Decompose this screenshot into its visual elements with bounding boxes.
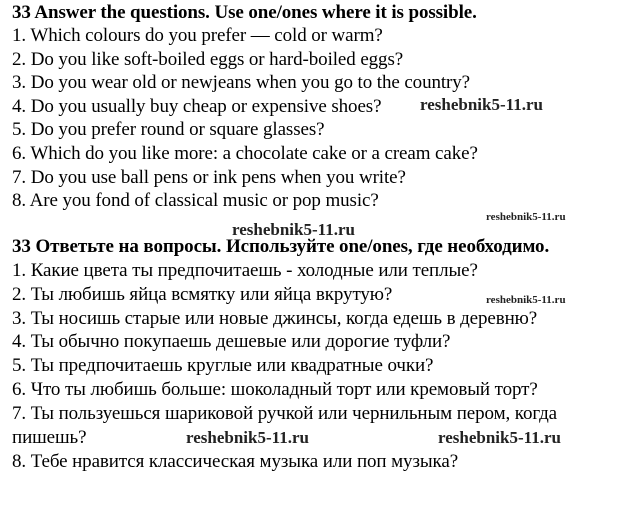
russian-heading: 33 Ответьте на вопросы. Используйте one/ones, где необходимо. xyxy=(12,236,550,257)
russian-question-1: 1. Какие цвета ты предпочитаешь - холодные или теплые? xyxy=(12,260,478,281)
russian-question-3: 3. Ты носишь старые или новые джинсы, когда едешь в деревню? xyxy=(12,308,538,329)
english-question-1: 1. Which colours do you prefer — cold or warm? xyxy=(12,25,383,46)
english-question-3: 3. Do you wear old or newjeans when you go to the country? xyxy=(12,72,471,93)
english-question-6: 6. Which do you like more: a chocolate cake or a cream cake? xyxy=(12,143,478,164)
english-question-8: 8. Are you fond of classical music or pop music? xyxy=(12,190,379,211)
watermark: reshebnik5-11.ru xyxy=(486,211,566,223)
english-heading: 33 Answer the questions. Use one/ones where it is possible. xyxy=(12,2,477,23)
russian-question-7: 7. Ты пользуешься шариковой ручкой или чернильным пером, когда xyxy=(12,403,558,424)
english-question-5: 5. Do you prefer round or square glasses? xyxy=(12,119,325,140)
russian-question-7-continued: пишешь? xyxy=(12,427,87,448)
russian-question-5: 5. Ты предпочитаешь круглые или квадратные очки? xyxy=(12,355,434,376)
english-question-4: 4. Do you usually buy cheap or expensive shoes? xyxy=(12,96,382,117)
russian-question-6: 6. Что ты любишь больше: шоколадный торт или кремовый торт? xyxy=(12,379,538,400)
watermark: reshebnik5-11.ru xyxy=(186,428,309,447)
russian-question-4: 4. Ты обычно покупаешь дешевые или дорогие туфли? xyxy=(12,331,451,352)
russian-question-2: 2. Ты любишь яйца всмятку или яйца вкрутую? xyxy=(12,284,393,305)
russian-question-8: 8. Тебе нравится классическая музыка или поп музыка? xyxy=(12,451,459,472)
watermark: reshebnik5-11.ru xyxy=(486,294,566,306)
watermark: reshebnik5-11.ru xyxy=(438,428,561,447)
watermark: reshebnik5-11.ru xyxy=(420,95,543,114)
watermark: reshebnik5-11.ru xyxy=(232,220,355,239)
english-question-7: 7. Do you use ball pens or ink pens when you write? xyxy=(12,167,406,188)
english-question-2: 2. Do you like soft-boiled eggs or hard-boiled eggs? xyxy=(12,49,404,70)
